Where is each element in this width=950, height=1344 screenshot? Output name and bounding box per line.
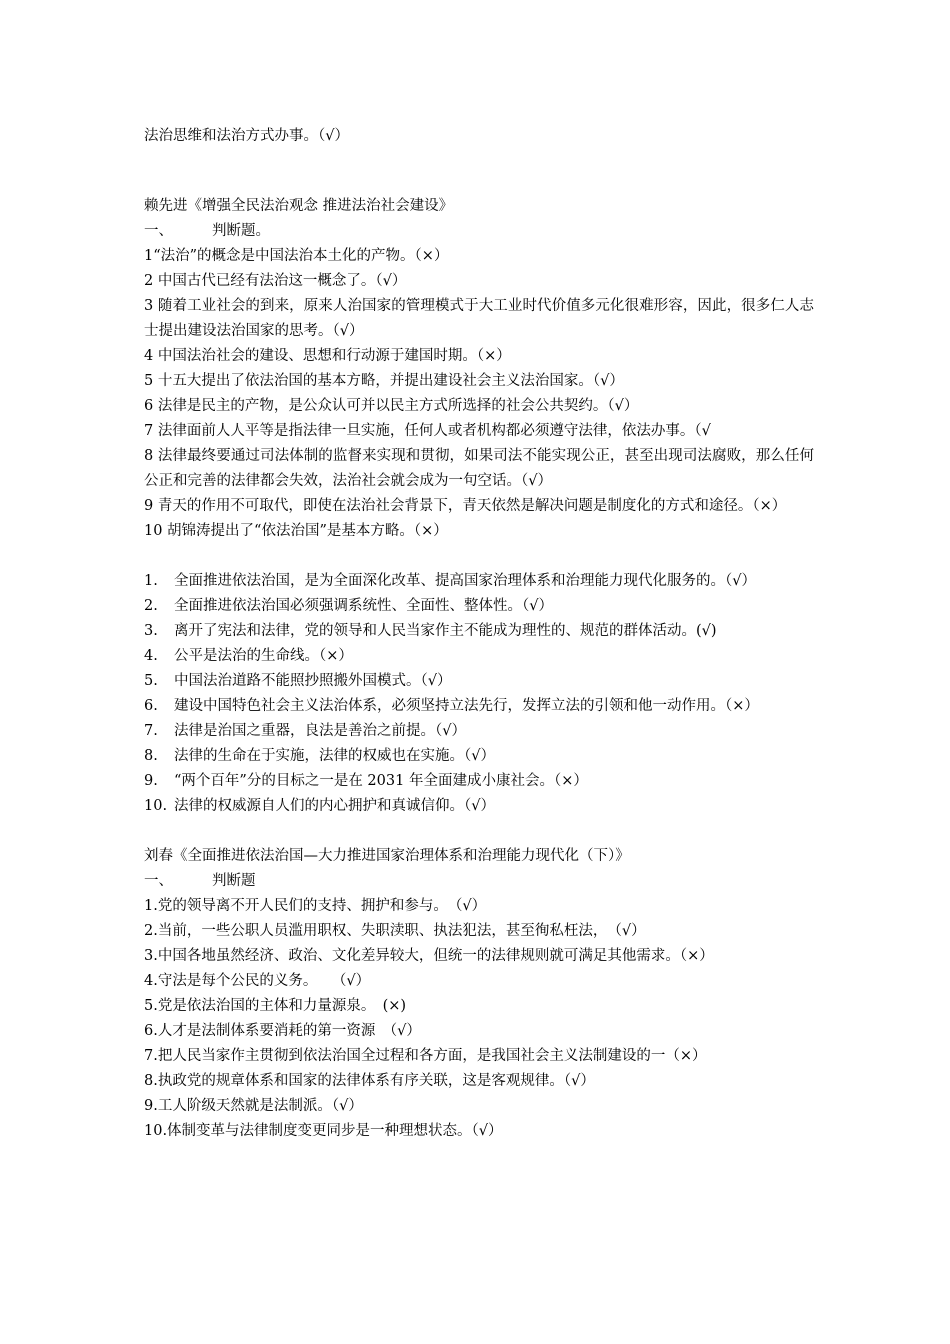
list-item xyxy=(144,619,814,644)
section1-item-2: 2 中国古代已经有法治这一概念了。（√） xyxy=(144,273,407,289)
list-item-text: 全面推进依法治国必须强调系统性、全面性、整体性。（√） xyxy=(174,598,553,614)
section3-item-3: 3.中国各地虽然经济、政治、文化差异较大，但统一的法律规则就可满足其他需求。（×） xyxy=(144,948,714,964)
list-item xyxy=(144,669,814,694)
list-item-num: 6. xyxy=(144,698,158,714)
list-item-text: 法律是治国之重器，良法是善治之前提。（√） xyxy=(174,723,466,739)
section1-item-7: 7 法律面前人人平等是指法律一旦实施，任何人或者机构都必须遵守法律，依法办事。（√ xyxy=(144,423,711,439)
list-item-num: 8. xyxy=(144,748,158,764)
list-item xyxy=(144,569,814,594)
intro-line: 法治思维和法治方式办事。（√） xyxy=(144,128,349,144)
list-item-text: 建设中国特色社会主义法治体系，必须坚持立法先行，发挥立法的引领和他一动作用。（×） xyxy=(174,698,759,714)
list-item xyxy=(144,719,814,744)
section1-item-3: 3 随着工业社会的到来，原来人治国家的管理模式于大工业时代价值多元化很难形容，因此，很多仁人志士提出建设法治国家的思考。（√） xyxy=(144,298,814,339)
section1-heading-text: 判断题。 xyxy=(212,223,270,239)
section3-item-1: 1.党的领导离不开人民们的支持、拥护和参与。 （√） xyxy=(144,898,487,914)
list-item-text: 公平是法治的生命线。（×） xyxy=(174,648,353,664)
list-item-num: 2. xyxy=(144,598,158,614)
section3-item-10: 10.体制变革与法律制度变更同步是一种理想状态。（√） xyxy=(144,1123,503,1139)
section1-heading xyxy=(144,219,814,244)
list-item xyxy=(144,594,814,619)
section3-item-2: 2.当前，一些公职人员滥用职权、失职渎职、执法犯法，甚至徇私枉法， （√） xyxy=(144,923,646,939)
list-item xyxy=(144,694,814,719)
list-item-num: 4. xyxy=(144,648,158,664)
list-item xyxy=(144,744,814,769)
list-item-text: 中国法治道路不能照抄照搬外国模式。（√） xyxy=(174,673,452,689)
section1-item-8: 8 法律最终要通过司法体制的监督来实现和贯彻，如果司法不能实现公正，甚至出现司法腐败，那么任何公正和完善的法律都会失效，法治社会就会成为一句空话。（√） xyxy=(144,448,814,489)
section3-heading xyxy=(144,869,814,894)
section3-heading-text: 判断题 xyxy=(212,873,256,889)
list-item xyxy=(144,794,814,819)
list-item xyxy=(144,644,814,669)
section3-item-6: 6.人才是法制体系要消耗的第一资源 （√） xyxy=(144,1023,421,1039)
list-item-num: 7. xyxy=(144,723,158,739)
list-item-num: 3. xyxy=(144,623,158,639)
list-item-text: 离开了宪法和法律，党的领导和人民当家作主不能成为理性的、规范的群体活动。(√) xyxy=(174,623,717,639)
list-item-num: 1. xyxy=(144,573,158,589)
list-item-num: 9. xyxy=(144,773,158,789)
list-item-num: 5. xyxy=(144,673,158,689)
section2-list xyxy=(144,569,814,819)
section1-item-4: 4 中国法治社会的建设、思想和行动源于建国时期。（×） xyxy=(144,348,511,364)
section3-item-9: 9.工人阶级天然就是法制派。（√） xyxy=(144,1098,363,1114)
section1-title: 赖先进《增强全民法治观念 推进法治社会建设》 xyxy=(144,198,454,214)
section1-item-1: 1“法治”的概念是中国法治本土化的产物。（×） xyxy=(144,248,449,264)
section1-heading-num: 一、 xyxy=(144,223,173,239)
list-item xyxy=(144,769,814,794)
section1-item-10: 10 胡锦涛提出了“依法治国”是基本方略。（×） xyxy=(144,523,448,539)
list-item-text: 全面推进依法治国，是为全面深化改革、提高国家治理体系和治理能力现代化服务的。（√） xyxy=(174,573,756,589)
section3-title: 刘春《全面推进依法治国—大力推进国家治理体系和治理能力现代化（下）》 xyxy=(144,848,630,864)
document-page xyxy=(144,124,814,1144)
section1-item-9: 9 青天的作用不可取代，即使在法治社会背景下，青天依然是解决问题是制度化的方式和途径。（×） xyxy=(144,498,787,514)
section3-item-8: 8.执政党的规章体系和国家的法律体系有序关联，这是客观规律。（√） xyxy=(144,1073,595,1089)
list-item-num: 10. xyxy=(144,798,168,814)
section3-item-7: 7.把人民当家作主贯彻到依法治国全过程和各方面，是我国社会主义法制建设的一（×） xyxy=(144,1048,707,1064)
list-item-text: 法律的权威源自人们的内心拥护和真诚信仰。（√） xyxy=(174,798,495,814)
list-item-text: 法律的生命在于实施，法律的权威也在实施。（√） xyxy=(174,748,495,764)
list-item-text: “两个百年”分的目标之一是在 2031 年全面建成小康社会。（×） xyxy=(174,773,588,789)
section3-heading-num: 一、 xyxy=(144,873,173,889)
section3-item-5: 5.党是依法治国的主体和力量源泉。 (×) xyxy=(144,998,407,1014)
section3-item-4: 4.守法是每个公民的义务。 （√） xyxy=(144,973,371,989)
section1-item-6: 6 法律是民主的产物，是公众认可并以民主方式所选择的社会公共契约。（√） xyxy=(144,398,639,414)
section1-item-5: 5 十五大提出了依法治国的基本方略，并提出建设社会主义法治国家。（√） xyxy=(144,373,624,389)
